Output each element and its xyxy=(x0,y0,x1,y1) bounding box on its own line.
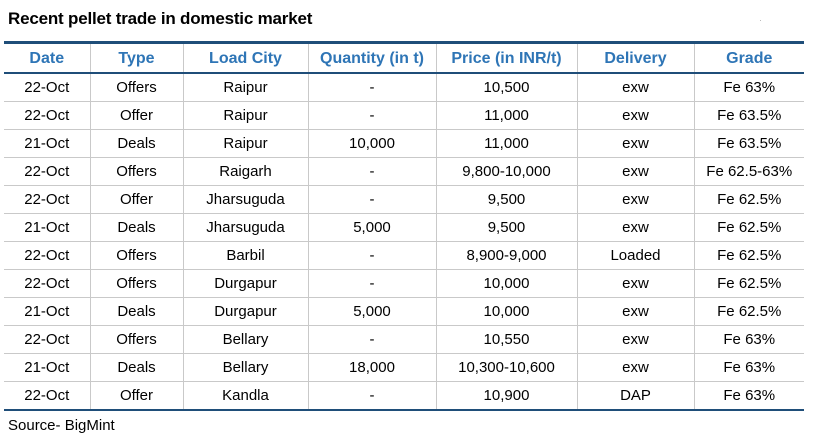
cell-delivery: exw xyxy=(577,73,694,102)
stray-mark xyxy=(760,20,761,21)
table-row xyxy=(4,242,804,270)
cell-quantity: - xyxy=(308,326,436,354)
cell-delivery: exw xyxy=(577,298,694,326)
pellet-trade-table xyxy=(4,41,804,411)
cell-date: 22-Oct xyxy=(4,73,90,102)
cell-type: Offer xyxy=(90,186,183,214)
header-row xyxy=(4,43,804,74)
cell-load-city: Durgapur xyxy=(183,298,308,326)
cell-grade: Fe 62.5-63% xyxy=(694,158,804,186)
cell-date: 21-Oct xyxy=(4,354,90,382)
cell-load-city: Bellary xyxy=(183,326,308,354)
cell-quantity: - xyxy=(308,270,436,298)
cell-price: 10,900 xyxy=(436,382,577,411)
table-row xyxy=(4,73,804,102)
cell-date: 22-Oct xyxy=(4,102,90,130)
cell-grade: Fe 63% xyxy=(694,73,804,102)
column-header-grade: Grade xyxy=(694,43,804,74)
column-header-type: Type xyxy=(90,43,183,74)
table-row xyxy=(4,102,804,130)
source-note: Source- BigMint xyxy=(8,417,115,434)
cell-load-city: Durgapur xyxy=(183,270,308,298)
cell-delivery: Loaded xyxy=(577,242,694,270)
cell-type: Offers xyxy=(90,73,183,102)
cell-grade: Fe 63% xyxy=(694,354,804,382)
cell-quantity: - xyxy=(308,242,436,270)
cell-quantity: - xyxy=(308,73,436,102)
cell-type: Deals xyxy=(90,298,183,326)
cell-delivery: exw xyxy=(577,354,694,382)
cell-load-city: Barbil xyxy=(183,242,308,270)
column-header-delivery: Delivery xyxy=(577,43,694,74)
cell-quantity: 18,000 xyxy=(308,354,436,382)
cell-grade: Fe 63.5% xyxy=(694,102,804,130)
cell-price: 10,550 xyxy=(436,326,577,354)
table-row xyxy=(4,130,804,158)
cell-delivery: exw xyxy=(577,326,694,354)
table-row xyxy=(4,382,804,411)
cell-load-city: Jharsuguda xyxy=(183,186,308,214)
cell-load-city: Raipur xyxy=(183,102,308,130)
cell-type: Offers xyxy=(90,158,183,186)
cell-quantity: - xyxy=(308,382,436,411)
cell-date: 22-Oct xyxy=(4,186,90,214)
cell-grade: Fe 63.5% xyxy=(694,130,804,158)
cell-price: 11,000 xyxy=(436,130,577,158)
cell-load-city: Kandla xyxy=(183,382,308,411)
column-header-quantity: Quantity (in t) xyxy=(308,43,436,74)
cell-price: 9,800-10,000 xyxy=(436,158,577,186)
cell-type: Offer xyxy=(90,382,183,411)
cell-delivery: exw xyxy=(577,130,694,158)
cell-quantity: 5,000 xyxy=(308,298,436,326)
table-title: Recent pellet trade in domestic market xyxy=(8,9,313,28)
column-header-price: Price (in INR/t) xyxy=(436,43,577,74)
cell-delivery: exw xyxy=(577,214,694,242)
cell-load-city: Jharsuguda xyxy=(183,214,308,242)
cell-load-city: Raipur xyxy=(183,130,308,158)
cell-grade: Fe 63% xyxy=(694,326,804,354)
cell-grade: Fe 62.5% xyxy=(694,242,804,270)
cell-delivery: exw xyxy=(577,186,694,214)
cell-price: 11,000 xyxy=(436,102,577,130)
cell-load-city: Raipur xyxy=(183,73,308,102)
table-row xyxy=(4,186,804,214)
table-row xyxy=(4,354,804,382)
cell-type: Deals xyxy=(90,130,183,158)
cell-type: Deals xyxy=(90,354,183,382)
cell-grade: Fe 62.5% xyxy=(694,270,804,298)
column-header-date: Date xyxy=(29,50,65,67)
cell-price: 9,500 xyxy=(436,214,577,242)
cell-quantity: - xyxy=(308,102,436,130)
cell-quantity: 5,000 xyxy=(308,214,436,242)
cell-delivery: exw xyxy=(577,102,694,130)
cell-load-city: Bellary xyxy=(183,354,308,382)
cell-quantity: - xyxy=(308,158,436,186)
cell-grade: Fe 63% xyxy=(694,382,804,411)
cell-type: Offers xyxy=(90,326,183,354)
cell-price: 9,500 xyxy=(436,186,577,214)
cell-delivery: exw xyxy=(577,158,694,186)
cell-date: 21-Oct xyxy=(4,214,90,242)
column-header-load-city: Load City xyxy=(183,43,308,74)
cell-price: 10,300-10,600 xyxy=(436,354,577,382)
table-row xyxy=(4,326,804,354)
table-row xyxy=(4,270,804,298)
table-row xyxy=(4,298,804,326)
cell-price: 8,900-9,000 xyxy=(436,242,577,270)
cell-date: 22-Oct xyxy=(4,382,90,411)
cell-date: 22-Oct xyxy=(4,242,90,270)
cell-date: 21-Oct xyxy=(4,298,90,326)
cell-grade: Fe 62.5% xyxy=(694,298,804,326)
cell-type: Deals xyxy=(90,214,183,242)
cell-price: 10,500 xyxy=(436,73,577,102)
cell-grade: Fe 62.5% xyxy=(694,214,804,242)
cell-date: 22-Oct xyxy=(4,158,90,186)
cell-date: 22-Oct xyxy=(4,326,90,354)
cell-price: 10,000 xyxy=(436,298,577,326)
cell-date: 22-Oct xyxy=(4,270,90,298)
cell-type: Offer xyxy=(90,102,183,130)
cell-price: 10,000 xyxy=(436,270,577,298)
cell-delivery: DAP xyxy=(577,382,694,411)
cell-delivery: exw xyxy=(577,270,694,298)
cell-type: Offers xyxy=(90,242,183,270)
cell-quantity: - xyxy=(308,186,436,214)
table-row xyxy=(4,158,804,186)
cell-load-city: Raigarh xyxy=(183,158,308,186)
cell-grade: Fe 62.5% xyxy=(694,186,804,214)
cell-type: Offers xyxy=(90,270,183,298)
table-row xyxy=(4,214,804,242)
cell-date: 21-Oct xyxy=(4,130,90,158)
cell-quantity: 10,000 xyxy=(308,130,436,158)
